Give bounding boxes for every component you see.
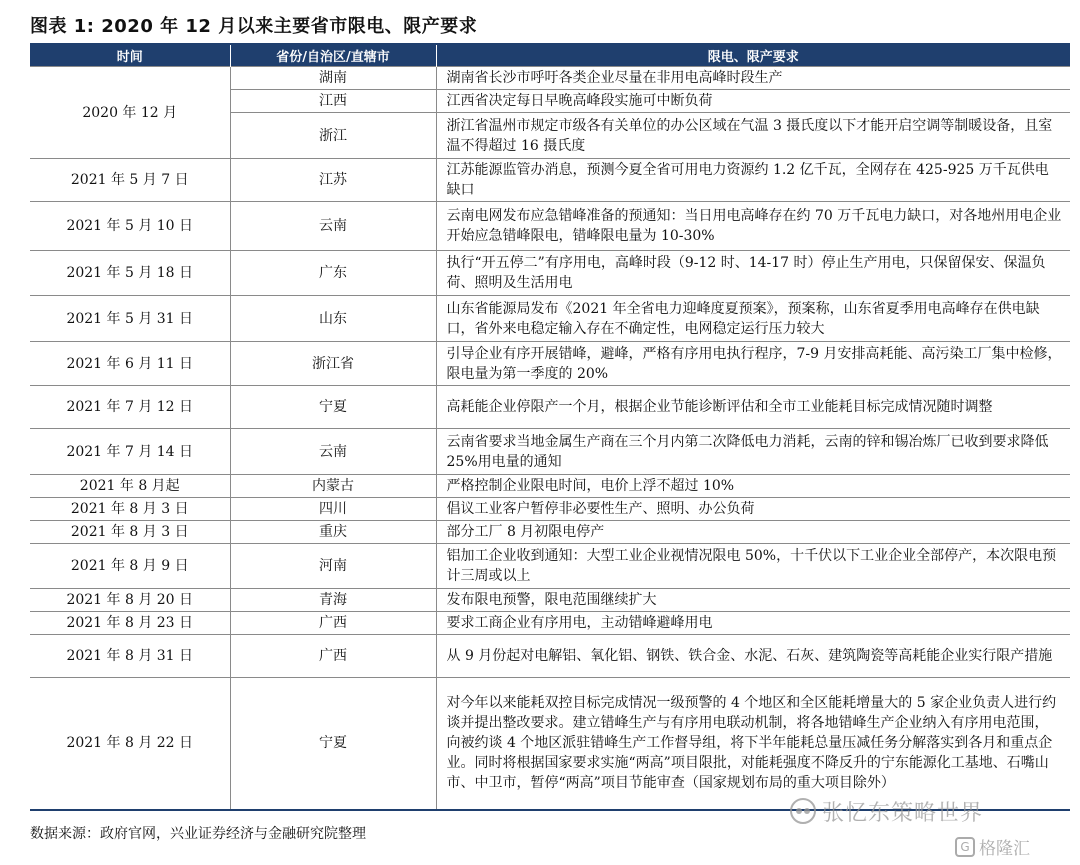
gelonghui-logo-icon: G: [955, 837, 975, 857]
province-cell: 云南: [230, 202, 436, 251]
watermark-gelonghui: [955, 834, 1030, 859]
table-row: [30, 296, 1070, 342]
table-row: [30, 498, 1070, 521]
table-row: [30, 612, 1070, 635]
table-row: [30, 342, 1070, 386]
province-cell: 四川: [230, 498, 436, 521]
requirement-cell: 发布限电预警，限电范围继续扩大: [436, 589, 1070, 612]
time-cell: 2021 年 5 月 31 日: [30, 296, 230, 342]
requirement-cell: 云南省要求当地金属生产商在三个月内第二次降低电力消耗，云南的锌和锡冶炼厂已收到要求降低 25%用电量的通知: [436, 429, 1070, 475]
table-row: [30, 544, 1070, 589]
requirement-cell: 云南电网发布应急错峰准备的预通知：当日用电高峰存在约 70 万千瓦电力缺口，对各地州用电企业开始应急错峰限电，错峰限电量为 10-30%: [436, 202, 1070, 251]
province-cell: 重庆: [230, 521, 436, 544]
requirement-cell: 江苏能源监管办消息，预测今夏全省可用电力资源约 1.2 亿千瓦，全网存在 425-925 万千瓦供电缺口: [436, 159, 1070, 202]
data-source-note: 数据来源：政府官网，兴业证券经济与金融研究院整理: [30, 826, 366, 842]
table-row: [30, 202, 1070, 251]
time-cell: 2021 年 7 月 14 日: [30, 429, 230, 475]
table-row: [30, 67, 1070, 90]
province-cell: 江苏: [230, 159, 436, 202]
requirement-cell: 执行“开五停二”有序用电，高峰时段（9-12 时、14-17 时）停止生产用电，只保留保安、保温负荷、照明及生活用电: [436, 251, 1070, 296]
time-cell: 2021 年 8 月 3 日: [30, 521, 230, 544]
requirement-cell: 高耗能企业停限产一个月，根据企业节能诊断评估和全市工业能耗目标完成情况随时调整: [436, 386, 1070, 429]
time-cell: 2021 年 7 月 12 日: [30, 386, 230, 429]
province-cell: 广西: [230, 635, 436, 678]
watermark2-text: 格隆汇: [979, 839, 1030, 859]
requirement-cell: 浙江省温州市规定市级各有关单位的办公区域在气温 3 摄氏度以下才能开启空调等制暖设备，且室温不得超过 16 摄氏度: [436, 113, 1070, 159]
table-row: [30, 589, 1070, 612]
province-cell: 山东: [230, 296, 436, 342]
province-cell: 宁夏: [230, 386, 436, 429]
time-cell: 2021 年 8 月 22 日: [30, 678, 230, 810]
province-cell: 广东: [230, 251, 436, 296]
province-cell: 云南: [230, 429, 436, 475]
table-row: [30, 429, 1070, 475]
time-cell: 2021 年 5 月 7 日: [30, 159, 230, 202]
header-province: 省份/自治区/直辖市: [230, 45, 436, 67]
header-requirement: 限电、限产要求: [436, 45, 1070, 67]
time-cell: 2021 年 8 月 9 日: [30, 544, 230, 589]
table-row: [30, 475, 1070, 498]
table-row: [30, 251, 1070, 296]
table-row: [30, 386, 1070, 429]
time-cell: 2021 年 5 月 10 日: [30, 202, 230, 251]
time-cell: 2021 年 8 月起: [30, 475, 230, 498]
time-cell: 2021 年 8 月 23 日: [30, 612, 230, 635]
province-cell: 浙江: [230, 113, 436, 159]
province-cell: 内蒙古: [230, 475, 436, 498]
requirement-cell: 山东省能源局发布《2021 年全省电力迎峰度夏预案》，预案称，山东省夏季用电高峰存在供电缺口，省外来电稳定输入存在不确定性，电网稳定运行压力较大: [436, 296, 1070, 342]
province-cell: 湖南: [230, 67, 436, 90]
requirement-cell: 引导企业有序开展错峰，避峰，严格有序用电执行程序，7-9 月安排高耗能、高污染工厂集中检修，限电量为第一季度的 20%: [436, 342, 1070, 386]
header-time: 时间: [30, 45, 230, 67]
time-cell: 2021 年 8 月 20 日: [30, 589, 230, 612]
table-header-row: [30, 45, 1070, 67]
requirement-cell: 从 9 月份起对电解铝、氧化铝、钢铁、铁合金、水泥、石灰、建筑陶瓷等高耗能企业实行限产措施: [436, 635, 1070, 678]
time-cell: 2021 年 5 月 18 日: [30, 251, 230, 296]
requirement-cell: 要求工商企业有序用电，主动错峰避峰用电: [436, 612, 1070, 635]
province-cell: 广西: [230, 612, 436, 635]
province-cell: 浙江省: [230, 342, 436, 386]
figure-title: 图表 1: 2020 年 12 月以来主要省市限电、限产要求: [30, 16, 478, 37]
requirement-cell: 江西省决定每日早晚高峰段实施可中断负荷: [436, 90, 1070, 113]
time-cell: 2020 年 12 月: [30, 67, 230, 159]
time-cell: 2021 年 8 月 31 日: [30, 635, 230, 678]
watermark-text: 张忆东策略世界: [822, 800, 984, 826]
table-row: [30, 521, 1070, 544]
requirement-cell: 对今年以来能耗双控目标完成情况一级预警的 4 个地区和全区能耗增量大的 5 家企业负责人进行约谈并提出整改要求。建立错峰生产与有序用电联动机制，将各地错峰生产企业纳入有序用电范围，向被约谈 4 个地区派驻错峰生产工作督导组，将下半年能耗总量压减任务分解落实到各月和重点企业。同时将根据国家要求实施“两高”项目限批，对能耗强度不降反升的宁东能源化工基地、石嘴山市、中卫市，暂停“两高”项目节能审查（国家规划布局的重大项目除外）: [436, 678, 1070, 810]
time-cell: 2021 年 6 月 11 日: [30, 342, 230, 386]
requirement-cell: 部分工厂 8 月初限电停产: [436, 521, 1070, 544]
table-row: [30, 635, 1070, 678]
requirement-cell: 铝加工企业收到通知：大型工业企业视情况限电 50%，十千伏以下工业企业全部停产，本次限电预计三周或以上: [436, 544, 1070, 589]
province-cell: 青海: [230, 589, 436, 612]
requirement-cell: 倡议工业客户暂停非必要性生产、照明、办公负荷: [436, 498, 1070, 521]
watermark: [790, 796, 983, 826]
wechat-icon: [790, 798, 816, 824]
province-cell: 宁夏: [230, 678, 436, 810]
province-cell: 江西: [230, 90, 436, 113]
table-row: [30, 678, 1070, 810]
requirement-cell: 湖南省长沙市呼吁各类企业尽量在非用电高峰时段生产: [436, 67, 1070, 90]
province-cell: 河南: [230, 544, 436, 589]
time-cell: 2021 年 8 月 3 日: [30, 498, 230, 521]
requirement-cell: 严格控制企业限电时间，电价上浮不超过 10%: [436, 475, 1070, 498]
restrictions-table: [30, 45, 1070, 811]
table-row: [30, 159, 1070, 202]
